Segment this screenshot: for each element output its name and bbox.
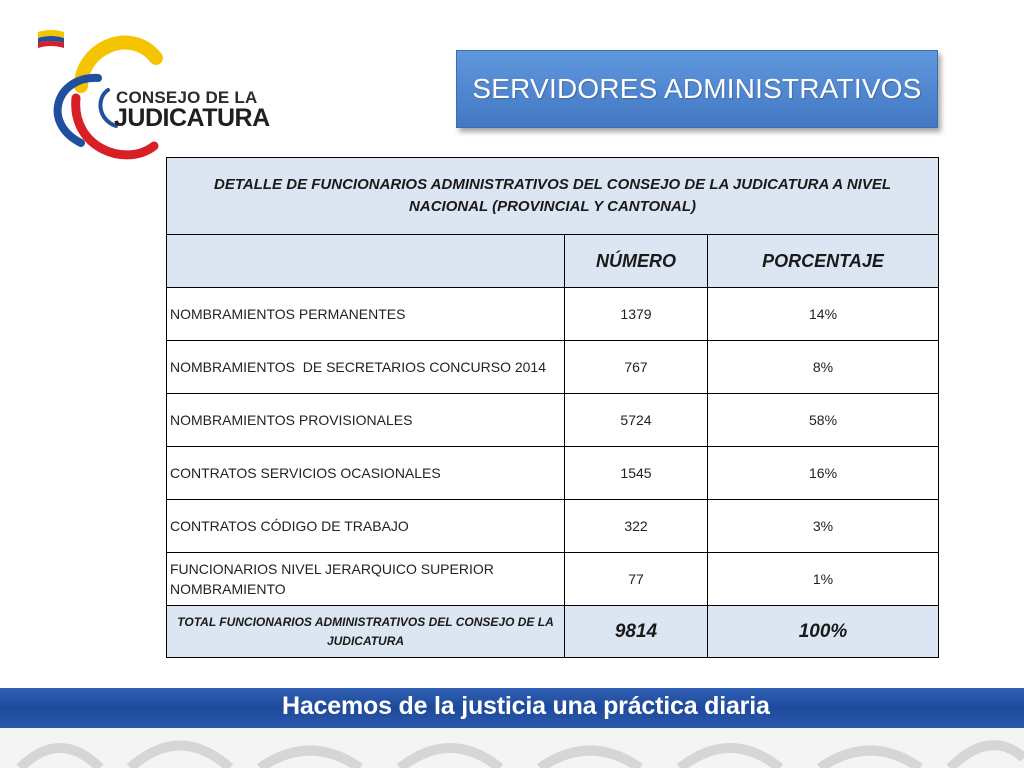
column-header-percent: PORCENTAJE	[708, 235, 939, 288]
title-banner	[456, 50, 938, 128]
row-number: 1545	[565, 447, 708, 500]
total-percent: 100%	[708, 606, 939, 658]
column-header-empty	[167, 235, 565, 288]
row-label: CONTRATOS SERVICIOS OCASIONALES	[167, 447, 565, 500]
ecuador-flag-icon	[36, 28, 66, 50]
row-percent: 16%	[708, 447, 939, 500]
row-percent: 8%	[708, 341, 939, 394]
row-percent: 14%	[708, 288, 939, 341]
column-header-number: NÚMERO	[565, 235, 708, 288]
total-label: TOTAL FUNCIONARIOS ADMINISTRATIVOS DEL CONSEJO DE LA JUDICATURA	[167, 606, 565, 658]
row-number: 77	[565, 553, 708, 606]
staff-table	[166, 157, 939, 658]
row-label: NOMBRAMIENTOS DE SECRETARIOS CONCURSO 2014	[167, 341, 565, 394]
logo-line1: CONSEJO DE LA	[116, 88, 258, 107]
row-number: 1379	[565, 288, 708, 341]
row-number: 5724	[565, 394, 708, 447]
row-number: 322	[565, 500, 708, 553]
row-label: CONTRATOS CÓDIGO DE TRABAJO	[167, 500, 565, 553]
row-percent: 3%	[708, 500, 939, 553]
row-label: NOMBRAMIENTOS PERMANENTES	[167, 288, 565, 341]
table-row	[167, 288, 939, 341]
footer-swirl-icon	[0, 728, 1024, 768]
row-label: NOMBRAMIENTOS PROVISIONALES	[167, 394, 565, 447]
footer-decoration	[0, 728, 1024, 768]
total-row	[167, 606, 939, 658]
row-number: 767	[565, 341, 708, 394]
row-label: FUNCIONARIOS NIVEL JERARQUICO SUPERIOR NOMBRAMIENTO	[167, 553, 565, 606]
page-title: SERVIDORES ADMINISTRATIVOS	[472, 73, 922, 104]
table-row	[167, 553, 939, 606]
consejo-judicatura-logo	[36, 28, 270, 168]
total-number: 9814	[565, 606, 708, 658]
table-row	[167, 394, 939, 447]
row-percent: 1%	[708, 553, 939, 606]
table-row	[167, 447, 939, 500]
table-heading: DETALLE DE FUNCIONARIOS ADMINISTRATIVOS DEL CONSEJO DE LA JUDICATURA A NIVEL NACIONAL (PROVINCIAL Y CANTONAL)	[167, 158, 939, 235]
column-header-row	[167, 235, 939, 288]
table-row	[167, 500, 939, 553]
logo-line2: JUDICATURA	[114, 104, 270, 132]
table-heading-row	[167, 158, 939, 235]
footer-slogan: Hacemos de la justicia una práctica diaria	[282, 692, 770, 720]
row-percent: 58%	[708, 394, 939, 447]
table-row	[167, 341, 939, 394]
